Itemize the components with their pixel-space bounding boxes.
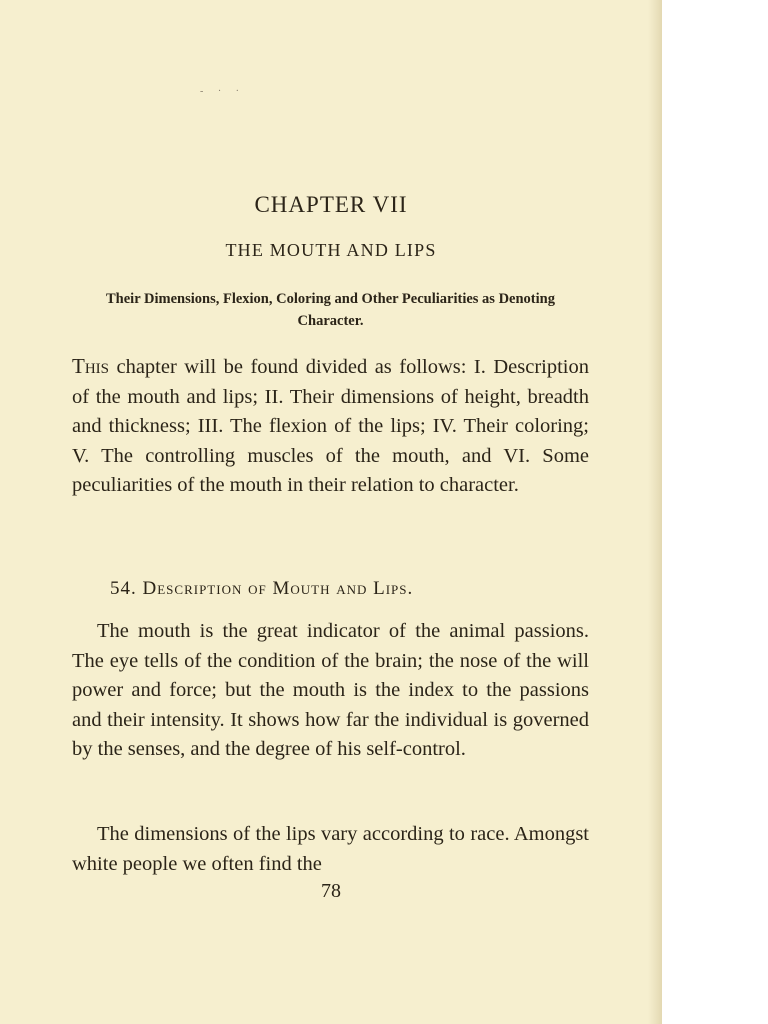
chapter-title: THE MOUTH AND LIPS [225, 240, 437, 260]
body-paragraph: The mouth is the great indicator of the animal passions. The eye tells of the condition of the brain; the nose of the will power and force; but the mouth is the index to the passions and their intensity. It shows how far the individual is governed by the senses, and the degree of his self-control. [72, 620, 589, 760]
chapter-heading: CHAPTER VII [254, 192, 408, 217]
section-heading: 54. Description of Mouth and Lips. [110, 578, 414, 599]
body-paragraph: The dimensions of the lips vary according to race. Amongst white people we often find the [72, 823, 589, 875]
page-edge-shadow [648, 0, 662, 1024]
print-specks: - · · [200, 86, 245, 97]
chapter-subtitle: Their Dimensions, Flexion, Coloring and Other Peculiarities as Denoting Character. [106, 291, 555, 329]
intro-lead-word: This [72, 354, 109, 378]
intro-text: chapter will be found divided as follows: I. Description of the mouth and lips; II. Their dimensions of height, breadth and thickness; III. The flexion of the lips; IV. Their coloring; V. The controlling muscles of the mouth, and VI. Some peculiarities of the mouth in their relation to character. [72, 356, 589, 496]
page-number: 78 [321, 880, 341, 902]
intro-paragraph [72, 352, 589, 501]
